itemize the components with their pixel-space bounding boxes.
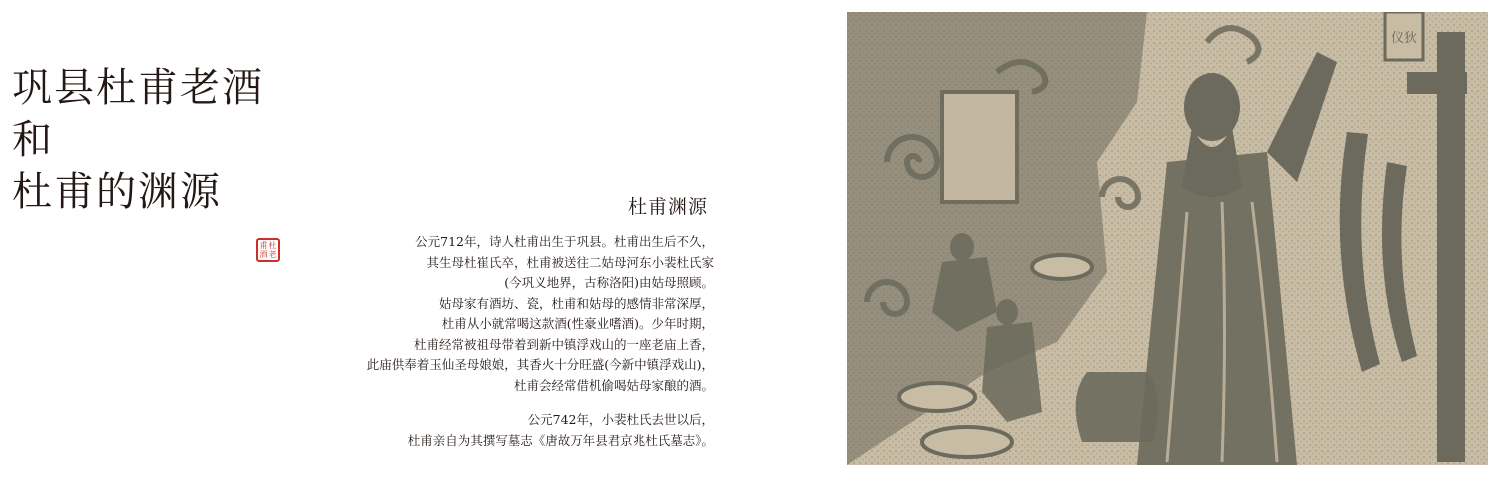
body-line: 此庙供奉着玉仙圣母娘娘，其香火十分旺盛(今新中镇浮戏山)， bbox=[366, 357, 714, 372]
page-title bbox=[12, 62, 312, 218]
title-line-2: 和 bbox=[12, 117, 54, 163]
paragraph-gap bbox=[367, 396, 714, 410]
body-line: 杜甫亲自为其撰写墓志《唐故万年县君京兆杜氏墓志》。 bbox=[407, 432, 714, 448]
body-line: 杜甫从小就常喝这款酒(性豪业嗜酒)。少年时期， bbox=[441, 316, 714, 331]
body-line: 杜甫经常被祖母带着到新中镇浮戏山的一座老庙上香， bbox=[413, 336, 714, 352]
plaque-label: 仪狄 bbox=[1390, 31, 1418, 46]
body-line: (今巩义地界，古称洛阳)由姑母照顾。 bbox=[504, 275, 714, 290]
body-line: 其生母杜崔氏卒，杜甫被送往二姑母河东小裴杜氏家 bbox=[426, 254, 714, 270]
relief-illustration bbox=[847, 12, 1488, 465]
body-line: 公元712年，诗人杜甫出生于巩县。杜甫出生后不久， bbox=[415, 234, 714, 249]
seal-char: 甫 bbox=[259, 241, 268, 250]
body-line: 杜甫会经常借机偷喝姑母家酿的酒。 bbox=[513, 377, 714, 393]
seal-char: 老 bbox=[268, 250, 277, 259]
title-line-3: 杜甫的渊源 bbox=[12, 169, 222, 215]
section-heading: 杜甫渊源 bbox=[627, 196, 708, 218]
red-seal-stamp bbox=[256, 238, 280, 262]
body-line: 公元742年，小裴杜氏去世以后， bbox=[527, 412, 714, 427]
body-line: 姑母家有酒坊、瓷，杜甫和姑母的感情非常深厚， bbox=[438, 295, 714, 311]
title-line-1: 巩县杜甫老酒 bbox=[12, 65, 264, 111]
relief-carving-image bbox=[847, 12, 1488, 465]
seal-char: 杜 bbox=[268, 241, 277, 250]
body-text bbox=[367, 232, 714, 451]
seal-char: 酒 bbox=[259, 250, 268, 259]
